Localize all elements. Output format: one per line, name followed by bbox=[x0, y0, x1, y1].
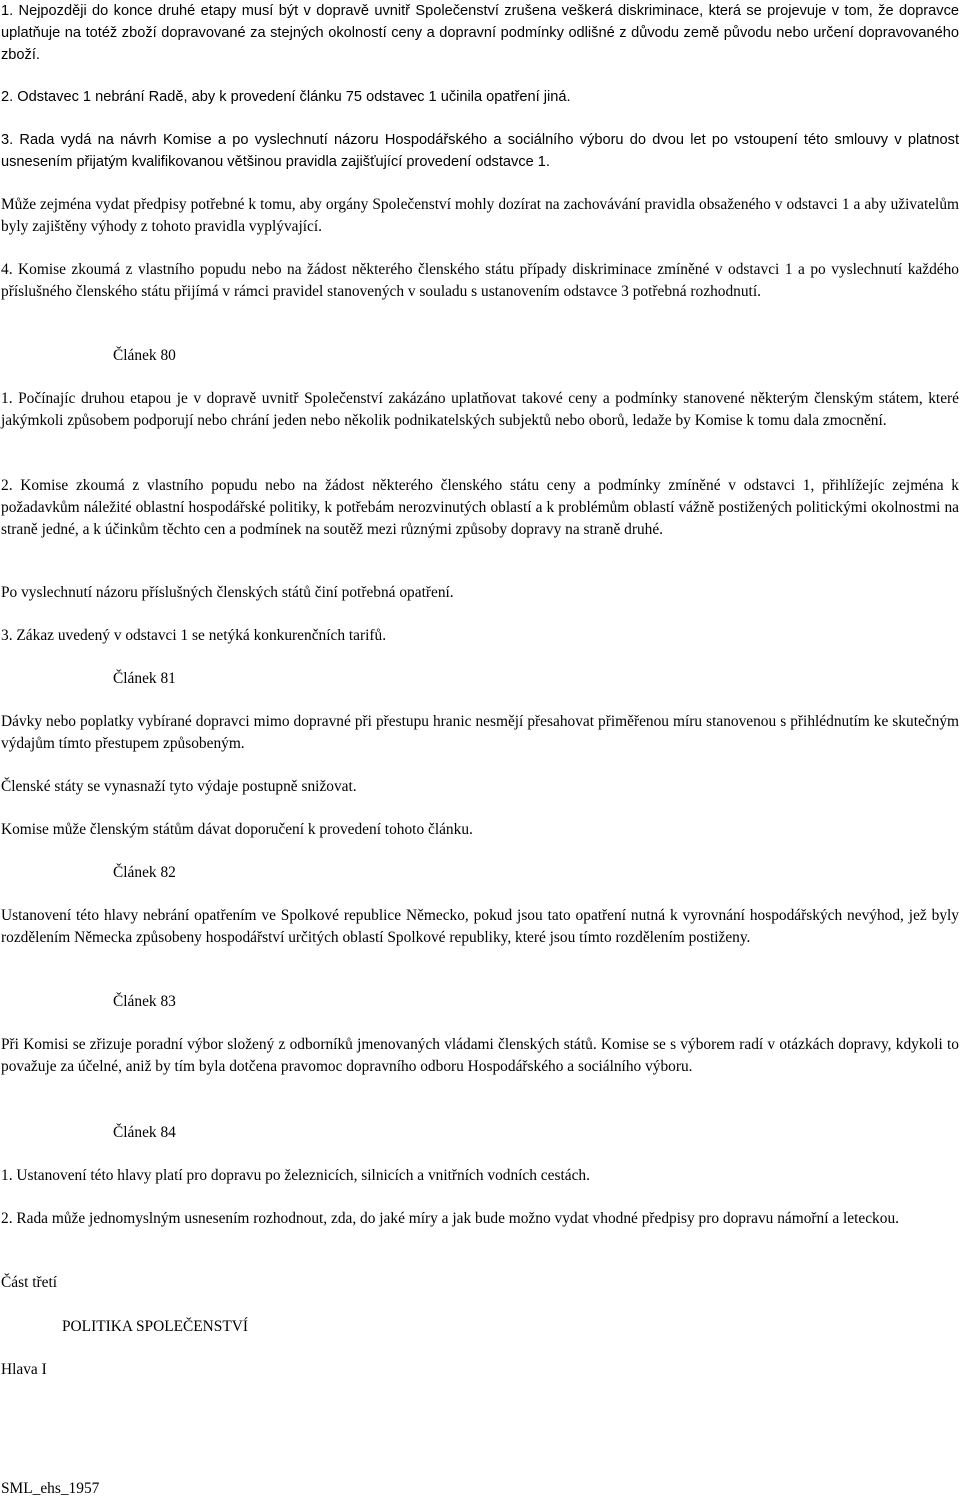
article-83-heading: Článek 83 bbox=[113, 993, 176, 1010]
article-81-heading: Článek 81 bbox=[113, 670, 176, 687]
article-80-heading: Článek 80 bbox=[113, 347, 176, 364]
paragraph-10: Dávky nebo poplatky vybírané dopravci mimo dopravné při přestupu hranic nesmějí přesahovat přiměřenou míru stanovenou s přihlédnutím ke skutečným výdajům tímto přestupem způsobeným. bbox=[1, 713, 959, 752]
paragraph-13: Ustanovení této hlavy nebrání opatřením ve Spolkové republice Německo, pokud jsou tato opatření nutná k vyrovnání hospodářských nevýhod, jež byly rozdělením Německa způsobeny hospodářství určitých oblastí Spolkové republiky, které jsou tímto rozdělením postiženy. bbox=[1, 907, 959, 946]
paragraph-4: Může zejména vydat předpisy potřebné k tomu, aby orgány Společenství mohly dozírat na zachovávání pravidla obsaženého v odstavci 1 a aby uživatelům byly zajištěny výhody z tohoto pravidla vyplývající. bbox=[1, 196, 959, 235]
paragraph-12: Komise může členským státům dávat doporučení k provedení tohoto článku. bbox=[1, 821, 473, 838]
paragraph-3: 3. Rada vydá na návrh Komise a po vyslechnutí názoru Hospodářského a sociálního výboru do dvou let po vstoupení této smlouvy v platnost usnesením přijatým kvalifikovanou většinou pravidla zajišťující provedení odstavce 1. bbox=[1, 132, 959, 170]
paragraph-6: 1. Počínajíc druhou etapou je v dopravě uvnitř Společenství zakázáno uplatňovat takové ceny a podmínky stanovené některým členským státem, které jakýmkoli způsobem podporují nebo chrání jeden nebo několik podnikatelských subjektů nebo oborů, ledaže by Komise k tomu dala zmocnění. bbox=[1, 390, 959, 429]
paragraph-14: Při Komisi se zřizuje poradní výbor složený z odborníků jmenovaných vládami členských států. Komise se s výborem radí v otázkách dopravy, kdykoli to považuje za účelné, aniž by tím byla dotčena pravomoc dopravního odboru Hospodářského a sociálního výboru. bbox=[1, 1036, 959, 1075]
paragraph-2: 2. Odstavec 1 nebrání Radě, aby k provedení článku 75 odstavec 1 učinila opatření jiná. bbox=[1, 89, 571, 105]
paragraph-8: Po vyslechnutí názoru příslušných členských států činí potřebná opatření. bbox=[1, 584, 454, 601]
part-heading: Část třetí bbox=[1, 1274, 57, 1291]
chapter-heading: Hlava I bbox=[1, 1361, 47, 1378]
paragraph-16: 2. Rada může jednomyslným usnesením rozhodnout, zda, do jaké míry a jak bude možno vydat vhodné předpisy pro dopravu námořní a leteckou. bbox=[1, 1210, 899, 1227]
article-84-heading: Článek 84 bbox=[113, 1124, 176, 1141]
paragraph-9: 3. Zákaz uvedený v odstavci 1 se netýká konkurenčních tarifů. bbox=[1, 627, 387, 644]
paragraph-15: 1. Ustanovení této hlavy platí pro dopravu po železnicích, silnicích a vnitřních vodních cestách. bbox=[1, 1167, 590, 1184]
document-footer: SML_ehs_1957 bbox=[1, 1480, 100, 1497]
paragraph-11: Členské státy se vynasnaží tyto výdaje postupně snižovat. bbox=[1, 778, 357, 795]
paragraph-7: 2. Komise zkoumá z vlastního popudu nebo na žádost některého členského státu ceny a podmínky zmíněné v odstavci 1, přihlížejíc zejména k požadavkům náležité oblastní hospodářské politiky, k potřebám nerozvinutých oblastí a k problémům oblastí vážně postižených politickými okolnostmi na straně jedné, a k účinkům těchto cen a podmínek na soutěž mezi různými způsoby dopravy na straně druhé. bbox=[1, 477, 959, 538]
article-82-heading: Článek 82 bbox=[113, 864, 176, 881]
part-title: POLITIKA SPOLEČENSTVÍ bbox=[62, 1318, 248, 1335]
paragraph-5: 4. Komise zkoumá z vlastního popudu nebo na žádost některého členského státu případy diskriminace zmíněné v odstavci 1 a po vyslechnutí každého příslušného členského státu přijímá v rámci pravidel stanovených v souladu s ustanovením odstavce 3 potřebná rozhodnutí. bbox=[1, 261, 959, 300]
paragraph-1: 1. Nejpozději do konce druhé etapy musí být v dopravě uvnitř Společenství zrušena veškerá diskriminace, která se projevuje v tom, že dopravce uplatňuje na totéž zboží dopravované za stejných okolností ceny a dopravní podmínky odlišné z důvodu země původu nebo určení dopravovaného zboží. bbox=[1, 3, 959, 63]
